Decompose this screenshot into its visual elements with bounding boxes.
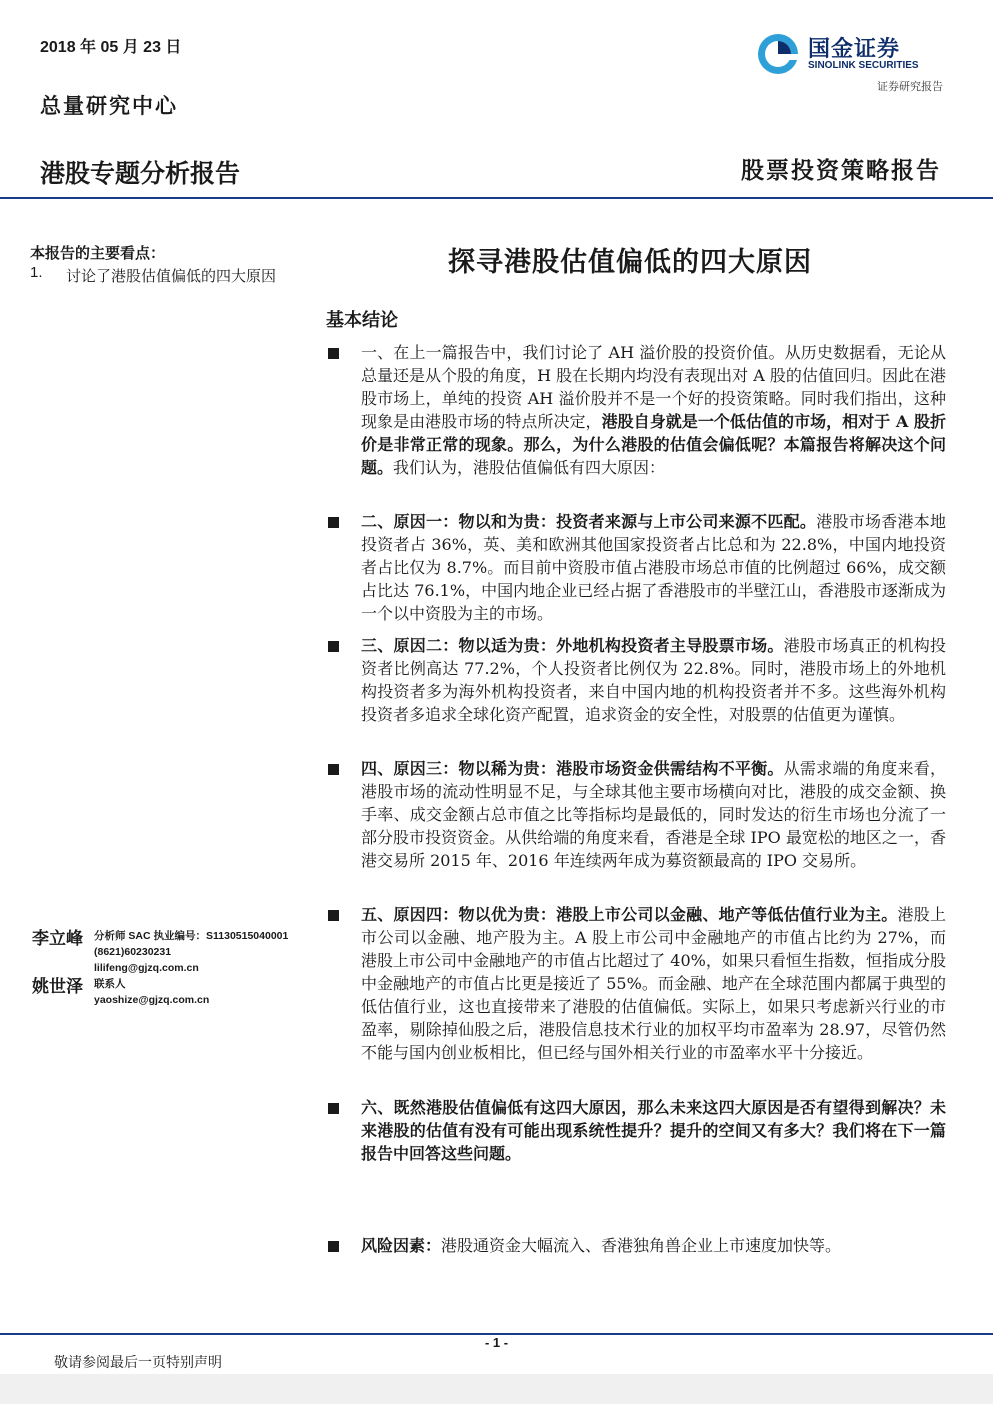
contact-name: 姚世泽	[32, 977, 83, 997]
research-center: 总量研究中心	[40, 93, 178, 118]
conclusion-text	[361, 341, 946, 479]
report-category: 股票投资策略报告	[741, 157, 941, 184]
text-segment: 一、在上一篇报告中，我们讨论了 AH 溢价股的投资价值。从历史数据看，无论从总量还是从个股的角度，H 股在长期内均没有表现出对 A 股的估值回归。因此在港股市场上，单纯的投资 AH 溢价股并不是一个好的投资策略。同时我们指出，这种现象是由港股市场的特点所决定，	[361, 343, 946, 431]
conclusion-text	[361, 903, 946, 1064]
logo-chinese-text: 国金证券	[808, 36, 901, 61]
bullet-square	[328, 348, 339, 359]
text-segment: 我们认为，港股估值偏低有四大原因：	[393, 458, 666, 477]
bold-segment: 港股自身就是一个低估值的市场，相对于 A 股折价是非常正常的现象。那么，为什么港股的估值会偏低呢？本篇报告将解决这个问题。	[361, 412, 946, 477]
page-number: - 1 -	[484, 1335, 509, 1350]
conclusion-text	[361, 510, 946, 625]
contact-role: 联系人	[94, 978, 126, 990]
logo-english-text: SINOLINK SECURITIES	[808, 60, 919, 71]
conclusion-item-1	[326, 341, 946, 479]
analyst-email: lilifeng@gjzq.com.cn	[94, 962, 199, 974]
risk-factors-text	[361, 1234, 946, 1257]
analyst-phone: (8621)60230231	[94, 946, 172, 958]
report-title: 探寻港股估值偏低的四大原因	[448, 247, 812, 278]
disclaimer-text: 敬请参阅最后一页特别声明	[54, 1355, 222, 1371]
header-divider	[0, 197, 993, 199]
logo-subtitle: 证券研究报告	[877, 80, 943, 93]
text-segment: 港股市场真正的机构投资者比例高达 77.2%，个人投资者比例仅为 22.8%。同时，港股市场上的外地机构投资者多为海外机构投资者，来自中国内地的机构投资者并不多。这些海外机构投资者多追求全球化资产配置，追求资金的安全性，对股票的估值更为谨慎。	[361, 636, 946, 724]
analyst-name: 李立峰	[32, 929, 83, 949]
conclusion-item-6	[326, 1096, 946, 1165]
section-title: 基本结论	[326, 310, 398, 331]
bullet-square	[328, 641, 339, 652]
sinolink-logo-icon	[756, 32, 800, 76]
analyst-sac-id: 分析师 SAC 执业编号：S1130515040001	[94, 930, 289, 942]
bold-segment: 四、原因三：物以稀为贵：港股市场资金供需结构不平衡。	[361, 759, 784, 778]
bold-segment: 三、原因二：物以适为贵：外地机构投资者主导股票市场。	[361, 636, 784, 655]
conclusion-text	[361, 1096, 946, 1165]
bold-segment: 五、原因四：物以优为贵：港股上市公司以金融、地产等低估值行业为主。	[361, 905, 898, 924]
conclusion-item-3	[326, 634, 946, 726]
key-point-text: 讨论了港股估值偏低的四大原因	[66, 267, 277, 285]
bold-segment: 风险因素：	[361, 1236, 442, 1255]
bullet-square	[328, 1103, 339, 1114]
report-type: 港股专题分析报告	[40, 160, 241, 188]
key-points-title: 本报告的主要看点：	[30, 244, 166, 262]
bold-segment: 六、既然港股估值偏低有这四大原因，那么未来这四大原因是否有望得到解决？未来港股的估值有没有可能出现系统性提升？提升的空间又有多大？我们将在下一篇报告中回答这些问题。	[361, 1098, 946, 1163]
footer-bar	[0, 1374, 993, 1404]
conclusion-text	[361, 634, 946, 726]
text-segment: 从需求端的角度来看，港股市场的流动性明显不足，与全球其他主要市场横向对比，港股的成交金额、换手率、成交金额占总市值之比等指标均是最低的，同时发达的衍生市场也分流了一部分股市投资资金。从供给端的角度来看，香港是全球 IPO 最宽松的地区之一，香港交易所 2015 年、2016 年连续两年成为募资额最高的 IPO 交易所。	[361, 759, 946, 870]
conclusion-item-4	[326, 757, 946, 872]
risk-factors	[326, 1234, 946, 1257]
contact-email: yaoshize@gjzq.com.cn	[94, 994, 210, 1006]
key-point-number: 1.	[30, 264, 43, 281]
bullet-square	[328, 764, 339, 775]
text-segment: 港股上市公司以金融、地产股为主。A 股上市公司中金融地产的市值占比约为 27%，而港股上市公司中金融地产的市值占比超过了 40%，如果只看恒生指数，恒指成分股中金融地产的市值占比更是接近了 55%。而金融、地产在全球范围内都属于典型的低估值行业，这也直接带来了港股的估值偏低。实际上，如果只考虑新兴行业的市盈率，剔除掉仙股之后，港股信息技术行业的加权平均市盈率为 28.97，尽管仍然不能与国内创业板相比，但已经与国外相关行业的市盈率水平十分接近。	[361, 905, 946, 1062]
bullet-square	[328, 910, 339, 921]
analyst-info	[94, 928, 288, 976]
text-segment: 港股通资金大幅流入、香港独角兽企业上市速度加快等。	[441, 1236, 842, 1255]
contact-info	[94, 976, 209, 1008]
conclusion-item-5	[326, 903, 946, 1064]
sinolink-logo	[756, 30, 946, 78]
bullet-square	[328, 1241, 339, 1252]
text-segment: 港股市场香港本地投资者占 36%，英、美和欧洲其他国家投资者占比总和为 22.8%，中国内地投资者占比仅为 8.7%。而目前中资股市值占港股市场总市值的比例超过 66%，成交额占比达 76.1%，中国内地企业已经占据了香港股市的半壁江山，香港股市逐渐成为一个以中资股为主的市场。	[361, 512, 946, 623]
bold-segment: 二、原因一：物以和为贵：投资者来源与上市公司来源不匹配。	[361, 512, 817, 531]
conclusion-item-2	[326, 510, 946, 625]
report-date: 2018 年 05 月 23 日	[40, 39, 182, 56]
conclusion-text	[361, 757, 946, 872]
bullet-square	[328, 517, 339, 528]
